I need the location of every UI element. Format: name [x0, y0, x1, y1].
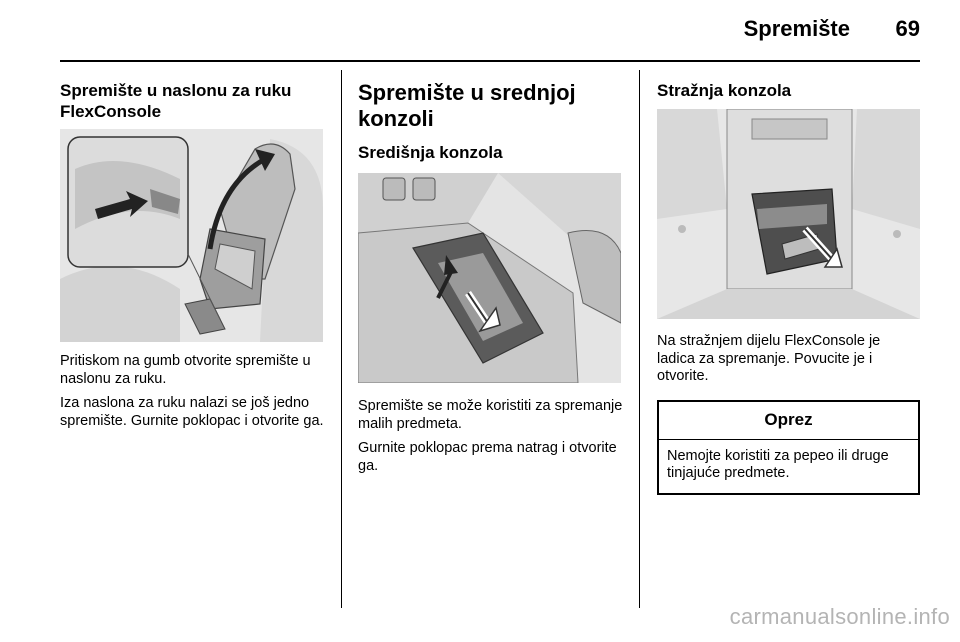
column-divider — [639, 70, 640, 608]
paragraph: Na stražnjem dijelu FlexConsole je ladica za spremanje. Povucite je i otvorite. — [657, 333, 881, 384]
header-rule — [60, 60, 920, 62]
caution-text: Nemojte koristiti za pepeo ili druge tinjajuće predmete. — [667, 447, 889, 481]
watermark: carmanualsonline.info — [729, 604, 950, 629]
column-center-console-storage — [358, 80, 623, 475]
paragraph: Iza naslona za ruku nalazi se još jedno spremište. Gurnite poklopac i otvorite ga. — [60, 395, 324, 429]
page-number: 69 — [895, 16, 920, 41]
paragraph: Spremište se može koristiti za spremanje malih predmeta. — [358, 398, 623, 432]
column-rear-console — [657, 80, 920, 495]
section-heading: Spremište u naslonu za ruku FlexConsole — [60, 81, 292, 121]
subsection-heading: Središnja konzola — [358, 143, 503, 162]
column-armrest-storage — [60, 80, 326, 430]
rear-console-drawer-illustration — [657, 109, 920, 319]
center-console-storage-illustration — [358, 173, 621, 383]
paragraph: Gurnite poklopac prema natrag i otvorite ga. — [358, 440, 617, 474]
caution-title: Oprez — [659, 402, 918, 440]
column-divider — [341, 70, 342, 608]
section-heading: Spremište u srednjoj konzoli — [358, 80, 576, 131]
armrest-storage-illustration — [60, 129, 323, 342]
page-header-title: Spremište — [743, 16, 850, 41]
caution-box — [657, 400, 920, 495]
paragraph: Pritiskom na gumb otvorite spremište u naslonu za ruku. — [60, 353, 311, 387]
section-heading: Stražnja konzola — [657, 81, 792, 100]
